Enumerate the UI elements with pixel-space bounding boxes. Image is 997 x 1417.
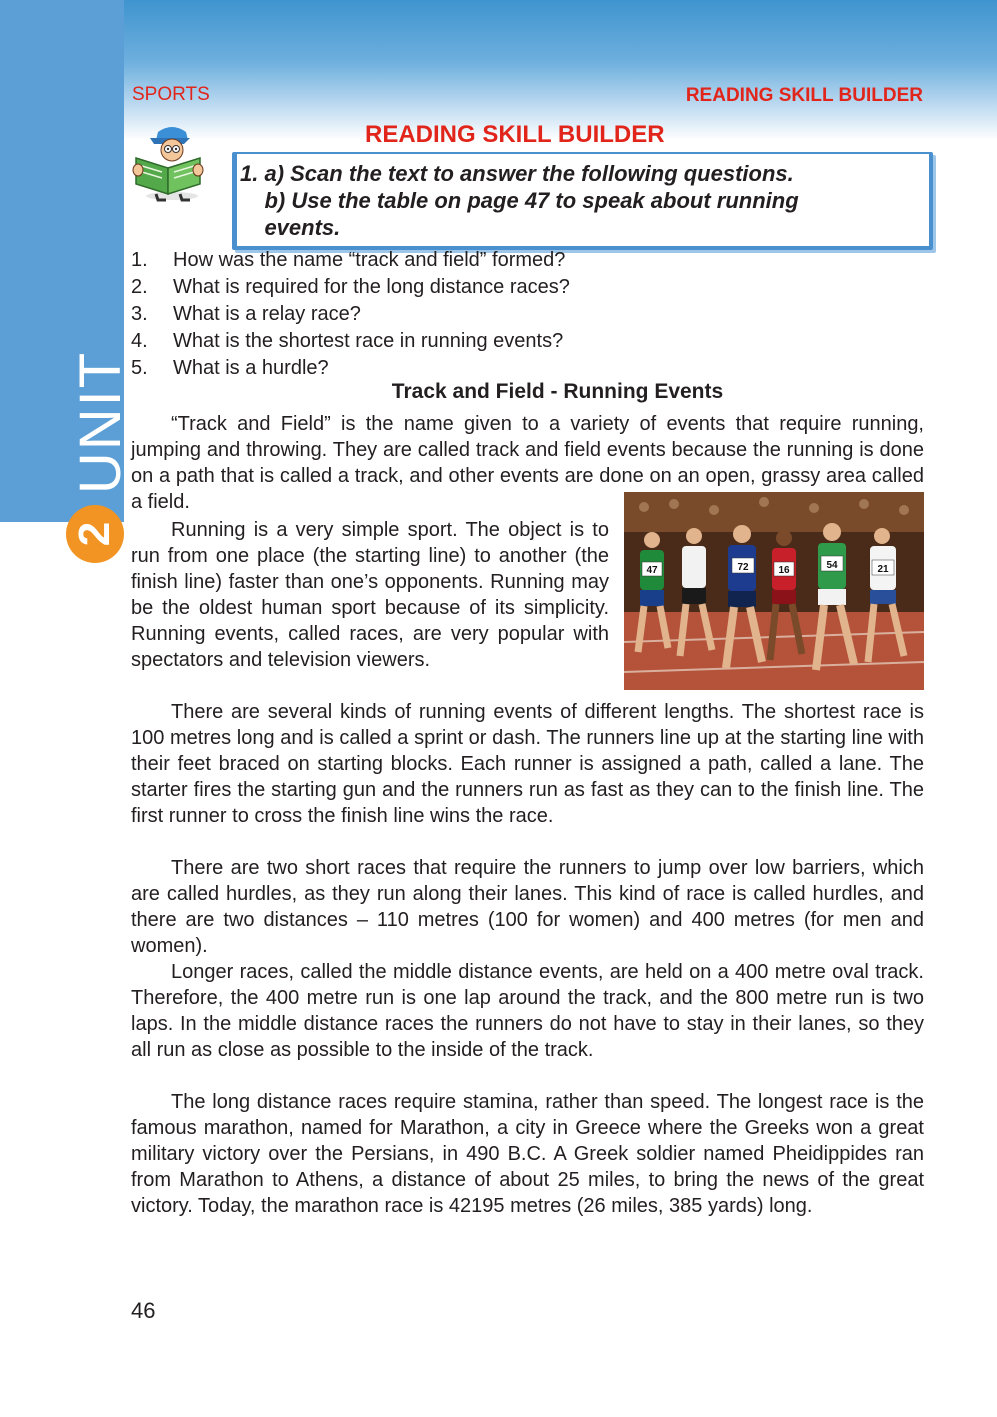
task-line-b: b) Use the table on page 47 to speak about running <box>240 188 799 213</box>
bib-number: 72 <box>737 562 749 573</box>
paragraph-long-distance: The long distance races require stamina, rather than speed. The longest race is the famous marathon, named for Marathon, a city in Greece where the Greeks won a great military victory over the Persians, in 490 B.C. A Greek soldier named Pheidippides ran from Marathon to Athens, a distance of about 25 miles, to bring the news of the great victory. Today, the marathon race is 42195 metres (26 miles, 385 yards) long. <box>131 1091 924 1217</box>
bib-number: 54 <box>826 560 838 571</box>
header-section-type: READING SKILL BUILDER <box>685 85 923 106</box>
paragraph-running: Running is a very simple sport. The object is to run from one place (the starting line) to another (the finish line) faster than one’s opponents. Running may be the oldest human sport because of its simplicity. Running events, called races, are very popular with spectators and television viewers. <box>131 519 609 671</box>
bib-number: 47 <box>646 565 658 576</box>
paragraph-middle-distance: Longer races, called the middle distance events, are held on a 400 metre oval track. Therefore, the 400 metre run is one lap around the track, and the 800 metre run is two laps. In the middle distance races the runners do not have to stay in their lanes, so they all run as close as possible to the inside of the track. <box>131 961 924 1061</box>
task-line-a: 1. a) Scan the text to answer the following questions. <box>240 161 794 186</box>
paragraph-sprint: There are several kinds of running events of different lengths. The shortest race is 100 metres long and is called a sprint or dash. The runners line up at the starting line with their feet braced on starting blocks. Each runner is assigned a path, called a lane. The starter fires the starting gun and the runners run as fast as they can to the finish line. The first runner to cross the finish line wins the race. <box>131 701 924 827</box>
section-title: READING SKILL BUILDER <box>365 121 665 148</box>
question-item: 1. How was the name “track and field” formed? <box>131 249 566 271</box>
header-section-name: SPORTS <box>132 84 210 105</box>
question-item: 4. What is the shortest race in running events? <box>131 330 564 352</box>
bib-number: 21 <box>877 564 889 575</box>
unit-number-badge: 2 <box>66 505 124 563</box>
bib-number: 16 <box>778 565 790 576</box>
reading-text-title: Track and Field - Running Events <box>391 380 724 403</box>
page-number: 46 <box>131 1298 156 1323</box>
question-list <box>131 247 924 382</box>
paragraph-hurdles: There are two short races that require the runners to jump over low barriers, which are called hurdles, as they run along their lanes. This kind of race is called hurdles, and there are two distances – 110 metres (100 for women) and 400 metres (for men and women). <box>131 857 924 957</box>
question-item: 3. What is a relay race? <box>131 303 361 325</box>
paragraph-intro: “Track and Field” is the name given to a variety of events that require running, jumping and throwing. They are called track and field events because the running is done on a path that is called a track, and other events are done on an open, grassy area called a field. <box>131 413 924 513</box>
task-instruction <box>240 160 920 241</box>
reading-boy-icon <box>128 124 212 202</box>
question-item: 2. What is required for the long distance races? <box>131 276 570 298</box>
runners-race-photo <box>624 492 924 690</box>
unit-label: UNIT <box>68 350 134 494</box>
task-line-c: events. <box>240 215 341 240</box>
top-blue-band <box>0 0 997 140</box>
question-item: 5. What is a hurdle? <box>131 357 329 379</box>
